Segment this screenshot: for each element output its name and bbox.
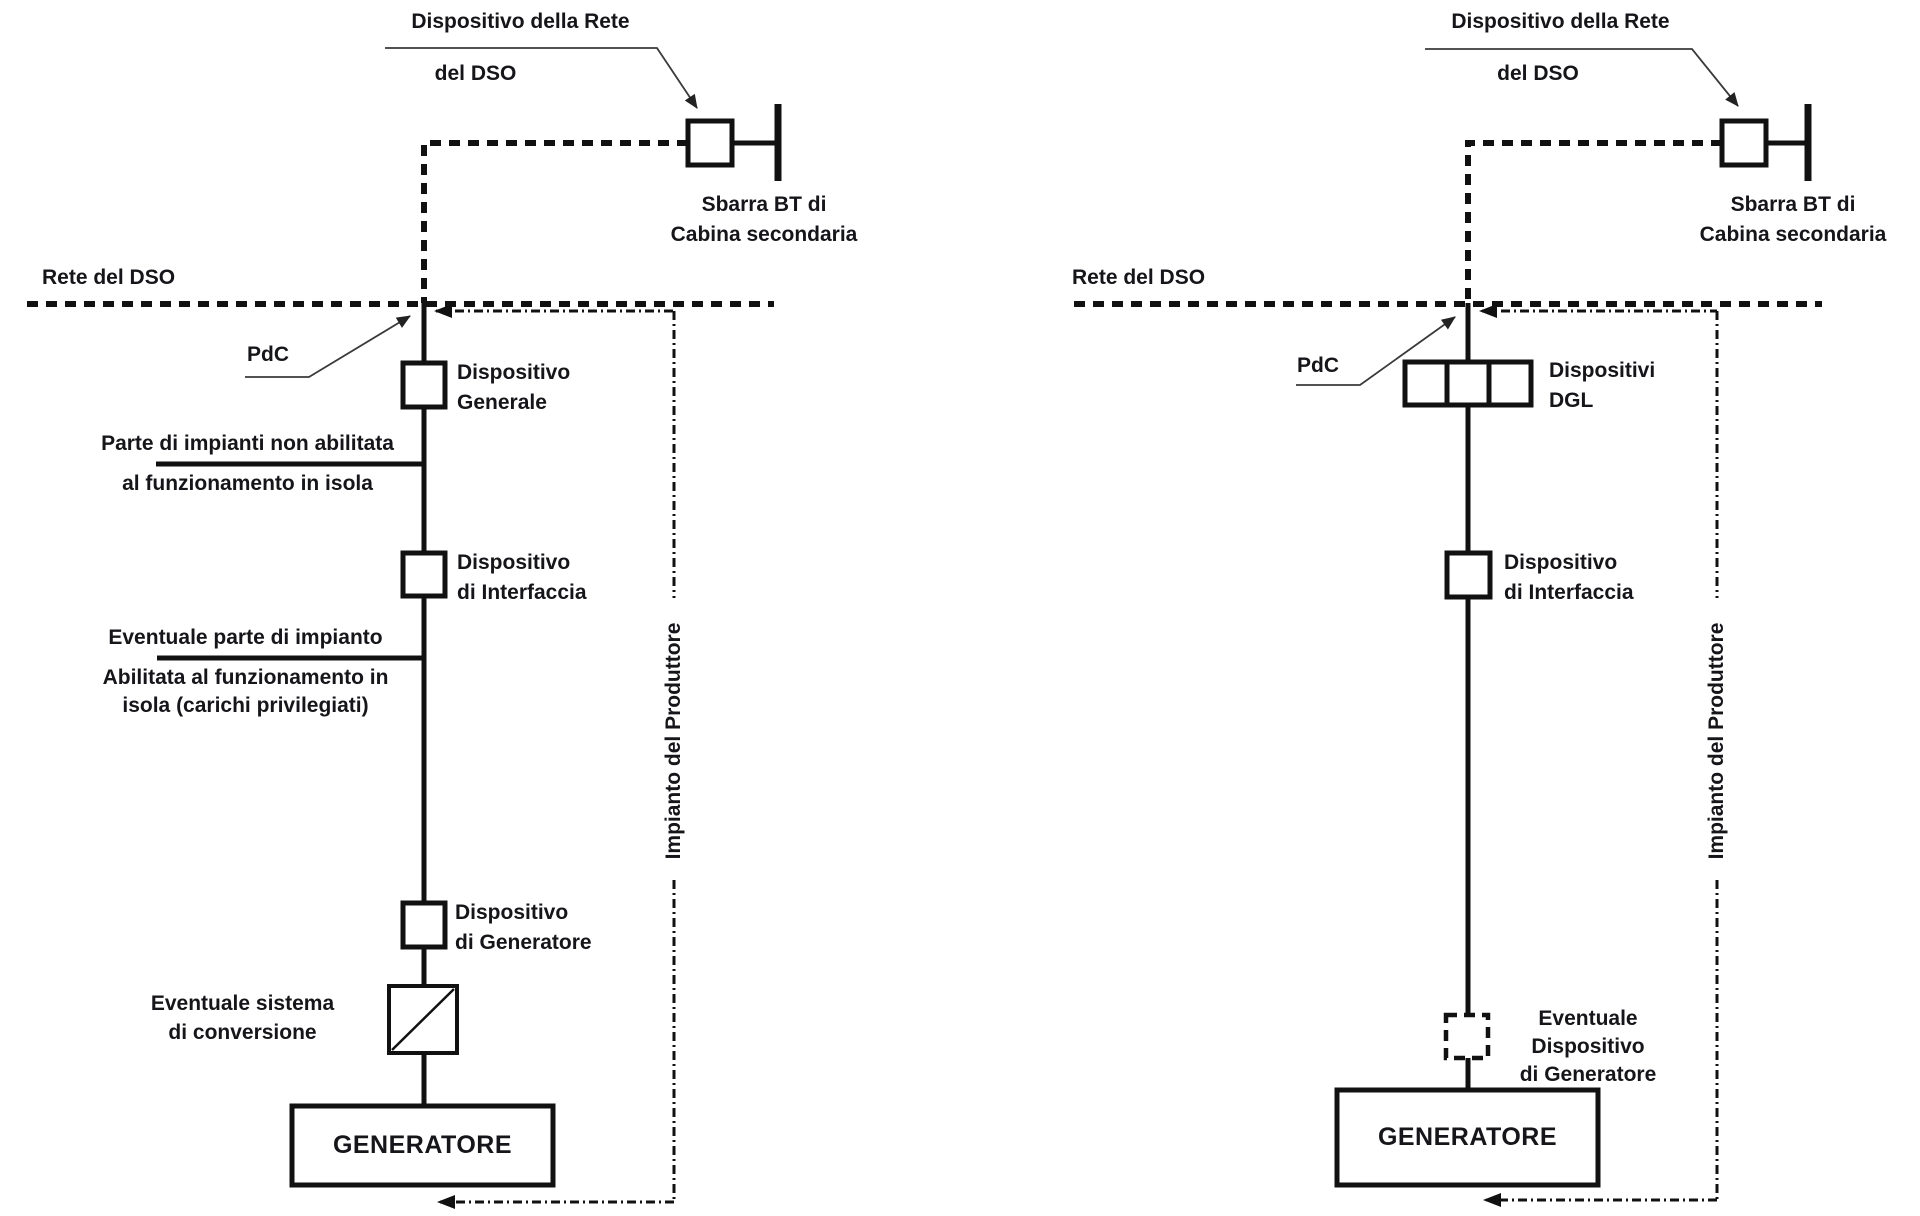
right-busbar-label-line1: Sbarra BT di: [1730, 193, 1856, 216]
left-generator-box-label: GENERATORE: [332, 1131, 513, 1159]
left-interface-device-box: [403, 553, 445, 596]
left-conversion-label: [105, 989, 380, 1047]
right-network-device-label-line2: del DSO: [1497, 62, 1579, 85]
left-non-island-label-line2: al funzionamento in isola: [122, 472, 373, 495]
left-generator-device-box: [403, 903, 445, 947]
right-dso-network-label: Rete del DSO: [1072, 266, 1206, 289]
left-generator-device-label: [455, 898, 592, 958]
right-optional-generator-device-box: [1446, 1015, 1488, 1058]
right-network-device-label-line1: Dispositivo della Rete: [1451, 10, 1670, 33]
right-network-device-box: [1722, 121, 1766, 165]
right-interface-device-box: [1447, 553, 1490, 597]
right-busbar-label: [1666, 190, 1920, 250]
left-conversion-label-line2: di conversione: [168, 1021, 317, 1044]
left-busbar-label-line1: Sbarra BT di: [701, 193, 827, 216]
left-producer-boundary-bottom-arrow: [437, 1195, 455, 1209]
left-network-device-label-line1: Dispositivo della Rete: [411, 10, 630, 33]
right-producer-boundary-bottom-arrow: [1483, 1193, 1501, 1207]
right-interface-device-label-line2: di Interfaccia: [1504, 581, 1634, 604]
left-interface-device-label-line2: di Interfaccia: [457, 581, 587, 604]
left-interface-device-label-line1: Dispositivo: [457, 551, 571, 574]
right-dgl-label-line1: Dispositivi: [1549, 359, 1656, 382]
left-network-device-label-line2: del DSO: [434, 62, 517, 85]
right-optional-generator-device-label-line1: Eventuale: [1538, 1007, 1638, 1030]
right-dgl-box-3: [1489, 362, 1531, 405]
right-generator-box-label: GENERATORE: [1377, 1123, 1558, 1151]
left-dso-network-label: Rete del DSO: [42, 266, 176, 289]
left-non-island-label-line1: Parte di impianti non abilitata: [101, 432, 394, 455]
right-optional-generator-device-label-line3: di Generatore: [1519, 1063, 1657, 1086]
left-conversion-label-line1: Eventuale sistema: [150, 992, 335, 1015]
right-producer-plant-label: Impianto del Produttore: [1705, 619, 1729, 864]
right-dgl-label: [1549, 356, 1655, 416]
right-interface-device-label: [1504, 548, 1634, 608]
left-network-device-box: [688, 121, 732, 165]
left-busbar-label: [638, 190, 890, 250]
right-busbar-label-line2: Cabina secondaria: [1699, 223, 1887, 246]
left-island-label-line1: Eventuale parte di impianto: [108, 626, 383, 649]
left-generator-device-label-line2: di Generatore: [455, 931, 592, 954]
left-general-device-label: [457, 358, 570, 418]
right-dgl-label-line2: DGL: [1549, 389, 1594, 412]
right-optional-generator-device-label: [1498, 1005, 1678, 1089]
right-pdc-label: PdC: [1297, 354, 1339, 377]
left-busbar-label-line2: Cabina secondaria: [670, 223, 858, 246]
left-island-label-line2: Abilitata al funzionamento in: [102, 666, 389, 689]
left-general-device-label-line1: Dispositivo: [457, 361, 571, 384]
right-optional-generator-device-label-line2: Dispositivo: [1531, 1035, 1645, 1058]
right-interface-device-label-line1: Dispositivo: [1504, 551, 1618, 574]
left-general-device-box: [403, 363, 445, 407]
left-generator-device-label-line1: Dispositivo: [455, 901, 569, 924]
left-island-label-line3: isola (carichi privilegiati): [122, 694, 369, 717]
left-interface-device-label: [457, 548, 587, 608]
left-general-device-label-line2: Generale: [457, 391, 547, 414]
right-dgl-box-2: [1447, 362, 1489, 405]
left-producer-plant-label: Impianto del Produttore: [662, 619, 686, 864]
left-pdc-label: PdC: [247, 343, 289, 366]
right-dgl-box-1: [1405, 362, 1447, 405]
